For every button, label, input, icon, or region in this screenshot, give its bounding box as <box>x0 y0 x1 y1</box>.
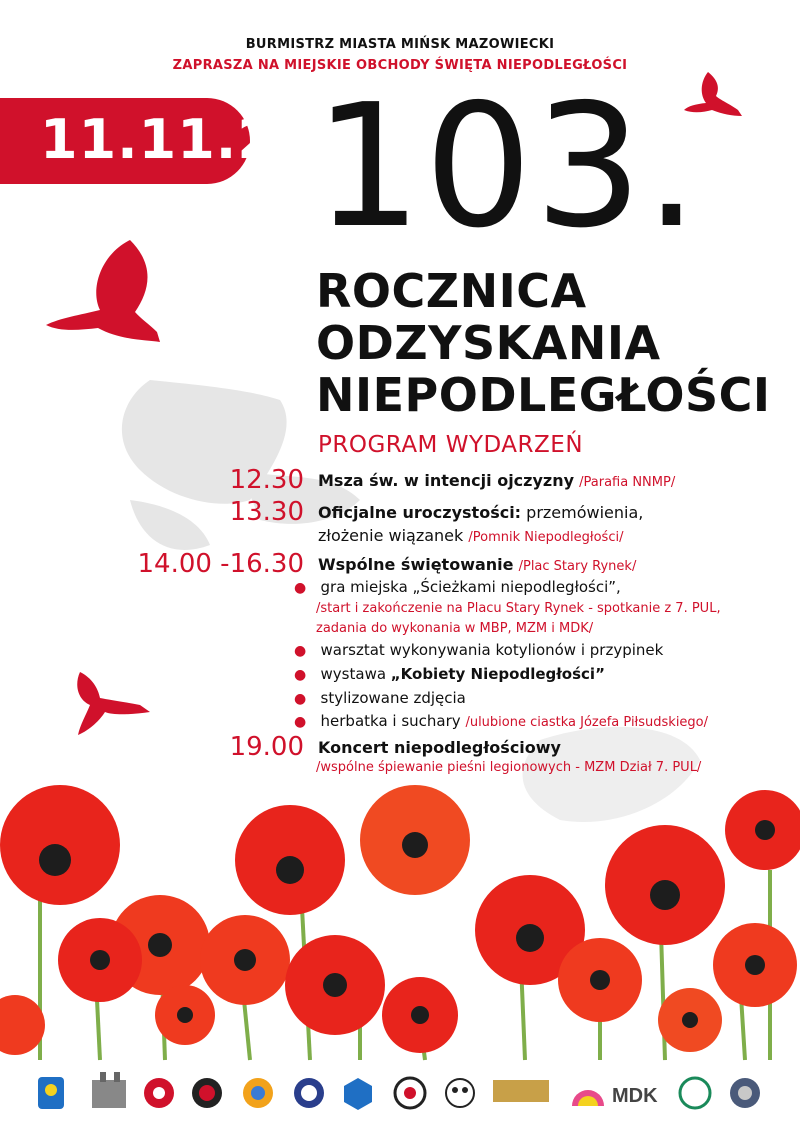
bullet-icon: ● <box>294 714 307 730</box>
event-place: /Parafia NNMP/ <box>579 475 676 490</box>
event-desc: przemówienia, <box>521 503 644 522</box>
event-row <box>318 502 643 524</box>
header-line-2: ZAPRASZA NA MIEJSKIE OBCHODY ŚWIĘTA NIEPODLEGŁOŚCI <box>172 58 628 73</box>
event-title: Msza św. w intencji ojczyzny <box>318 471 575 490</box>
title-line-3: NIEPODLEGŁOŚCI <box>316 368 771 422</box>
event-title: Oficjalne uroczystości: <box>318 503 522 522</box>
event-row <box>318 470 675 494</box>
event-place: /Pomnik Niepodległości/ <box>468 530 624 545</box>
mdk-logo-text: MDK <box>612 1085 658 1107</box>
library-logo-icon <box>294 1078 324 1108</box>
mzm-logo-icon <box>493 1080 549 1102</box>
red-bird-left-icon <box>77 672 150 735</box>
list-item-note: /start i zakończenie na Placu Stary Rynek - spotkanie z 7. PUL, <box>316 601 721 616</box>
event-time: 14.00 -16.30 <box>137 549 304 579</box>
bullet-icon: ● <box>294 667 307 683</box>
event-time: 13.30 <box>229 497 304 527</box>
round-badge-icon <box>395 1078 425 1108</box>
gray-badge-icon <box>730 1078 760 1108</box>
list-item <box>294 664 605 686</box>
list-item-note: /ulubione ciastka Józefa Piłsudskiego/ <box>465 715 709 730</box>
list-item-text: stylizowane zdjęcia <box>320 689 466 707</box>
exhibit-name: „Kobiety Niepodległości” <box>390 665 605 683</box>
list-item <box>294 688 466 710</box>
poppy-flowers <box>0 785 800 1055</box>
list-item <box>294 640 663 662</box>
event-title: Wspólne świętowanie <box>318 555 514 574</box>
anniversary-number: 103. <box>314 68 701 266</box>
red-bird-icon <box>46 240 160 342</box>
event-place: /Plac Stary Rynek/ <box>518 559 637 574</box>
scout-logo-icon <box>144 1078 174 1108</box>
event-row <box>318 554 636 578</box>
event-title: Koncert niepodległościowy <box>318 738 561 757</box>
title-line-1: ROCZNICA <box>316 264 587 318</box>
bullet-icon: ● <box>294 691 307 707</box>
program-title: PROGRAM WYDARZEŃ <box>318 432 584 458</box>
list-item-text: gra miejska „Ścieżkami niepodległości”, <box>320 578 621 596</box>
bullet-icon: ● <box>294 643 307 659</box>
sponsor-logos <box>0 1062 800 1131</box>
bullet-icon: ● <box>294 580 307 596</box>
list-item-text: wystawa <box>320 665 391 683</box>
list-item <box>294 711 708 733</box>
event-desc: złożenie wiązanek <box>318 526 464 545</box>
school-badge-icon <box>680 1078 710 1108</box>
header-line-1: BURMISTRZ MIASTA MIŃSK MAZOWIECKI <box>245 37 555 52</box>
event-row-cont <box>318 525 623 549</box>
event-time: 12.30 <box>229 465 304 495</box>
date-text: 11.11.21 <box>40 108 315 171</box>
event-time: 19.00 <box>229 732 304 762</box>
event-row <box>318 737 561 759</box>
event-place: /wspólne śpiewanie pieśni legionowych - MZM Dział 7. PUL/ <box>316 760 702 775</box>
list-item-text: herbatka i suchary <box>320 712 461 730</box>
list-item-note: zadania do wykonania w MBP, MZM i MDK/ <box>316 621 594 636</box>
city-crest-icon <box>38 1077 64 1109</box>
bird-emblem-icon <box>192 1078 222 1108</box>
title-line-2: ODZYSKANIA <box>316 316 661 370</box>
panda-logo-icon <box>446 1079 474 1107</box>
list-item-text: warsztat wykonywania kotylionów i przypinek <box>320 641 664 659</box>
colorful-logo-icon <box>243 1078 273 1108</box>
list-item <box>294 577 621 599</box>
